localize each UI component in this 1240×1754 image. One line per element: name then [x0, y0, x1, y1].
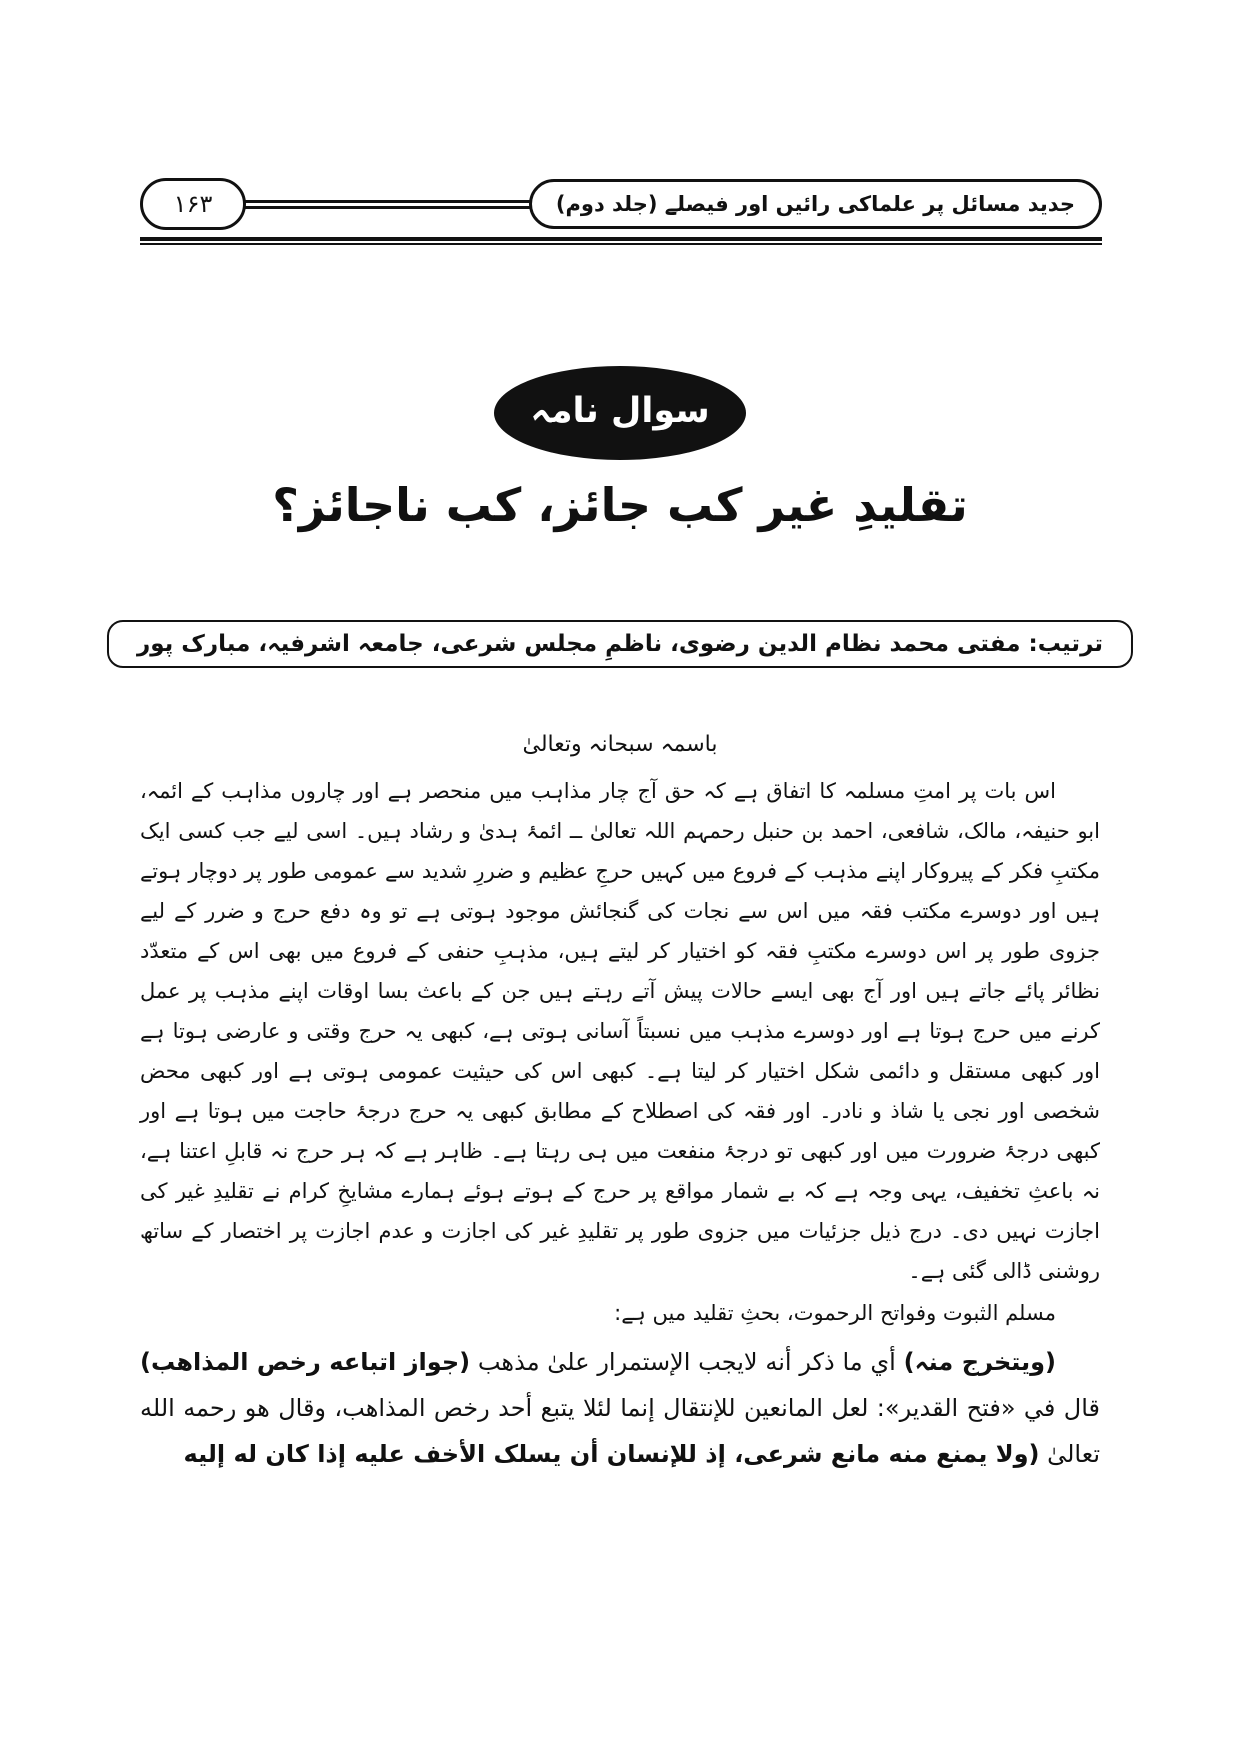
section-badge-ellipse [494, 366, 746, 460]
arabic-quote-seg4: قال في «فتح القدير»: لعل المانعين للإنتقال إنما لئلا يتبع أحد رخص المذاهب، وقال هو رحمه الله تعالىٰ [140, 1394, 1100, 1468]
running-head-row [140, 178, 1102, 230]
arabic-quote-seg1-bold: (ویتخرج منہ) [903, 1348, 1056, 1376]
byline-text: ترتیب: مفتی محمد نظام الدین رضوی، ناظمِ مجلس شرعی، جامعہ اشرفیہ، مبارک پور [136, 631, 1104, 657]
section-title: تقلیدِ غیر کب جائز، کب ناجائز؟ [272, 478, 968, 532]
book-title-capsule [529, 179, 1102, 229]
body-text [140, 732, 1100, 1477]
arabic-quote-seg5-bold: (ولا يمنع منه مانع شرعی، إذ للإنسان أن يسلک الأخف عليه إذا كان له إليه [183, 1440, 1040, 1468]
header-connector-rule [242, 200, 533, 209]
page-number: ۱۶۳ [173, 190, 213, 218]
arabic-quote-seg3-bold: (جواز اتباعه رخص المذاهب) [140, 1348, 471, 1376]
page-number-capsule [140, 178, 246, 230]
arabic-quote-seg2: أي ما ذكر أنه لايجب الإستمرار علىٰ مذهب [470, 1348, 904, 1376]
header-double-rule [140, 237, 1102, 245]
section-badge-label: سوال نامہ [530, 391, 710, 431]
book-title: جدید مسائل پر علماکی رائیں اور فیصلے (جلد دوم) [555, 192, 1075, 216]
byline-box [107, 620, 1133, 668]
basmala-line: باسمہ سبحانہ وتعالیٰ [522, 732, 718, 757]
arabic-quote-paragraph [140, 1339, 1100, 1477]
running-head [140, 178, 1102, 245]
main-paragraph: اس بات پر امتِ مسلمہ کا اتفاق ہے کہ حق آج چار مذاہب میں منحصر ہے اور چاروں مذاہب کے ائمہ، ابو حنیفہ، مالک، شافعی، احمد بن حنبل رحمہم اللہ تعالیٰ ــ ائمۂ ہدیٰ و رشاد ہیں۔ اسی لیے جب کسی ایک مکتبِ فکر کے پیروکار اپنے مذہب کے فروع میں کہیں حرجِ عظیم و ضررِ شدید سے عمومی طور پر دوچار ہوتے ہیں اور دوسرے مکتب فقہ میں اس سے نجات کی گنجائش موجود ہوتی ہے تو وہ دفع حرج و ضرر کے لیے جزوی طور پر اس دوسرے مکتبِ فقہ کو اختیار کر لیتے ہیں، مذہبِ حنفی کے فروع میں بھی اس کے متعدّد نظائر پائے جاتے ہیں اور آج بھی ایسے حالات پیش آتے رہتے ہیں جن کے باعث بسا اوقات اپنے مذہب پر عمل کرنے میں حرج ہوتا ہے اور دوسرے مذہب میں نسبتاً آسانی ہوتی ہے، کبھی یہ حرج وقتی و عارضی ہوتا ہے اور کبھی مستقل و دائمی شکل اختیار کر لیتا ہے۔ کبھی اس کی حیثیت عمومی ہوتی ہے اور کبھی محض شخصی اور نجی یا شاذ و نادر۔ اور فقہ کی اصطلاح کے مطابق کبھی یہ حرج درجۂ حاجت میں ہوتا ہے اور کبھی درجۂ ضرورت میں اور کبھی تو درجۂ منفعت میں ہی رہتا ہے۔ ظاہر ہے کہ ہر حرج نہ قابلِ اعتنا ہے، نہ باعثِ تخفیف، یہی وجہ ہے کہ بے شمار مواقع پر حرج کے ہوتے ہوئے ہمارے مشایخِ کرام نے تقلیدِ غیر کی اجازت نہیں دی۔ درج ذیل جزئیات میں جزوی طور پر تقلیدِ غیر کی اجازت و عدم اجازت پر اختصار کے ساتھ روشنی ڈالی گئی ہے۔ [140, 779, 1100, 1283]
quote-intro-line: مسلم الثبوت وفواتح الرحموت، بحثِ تقلید میں ہے: [614, 1301, 1056, 1325]
